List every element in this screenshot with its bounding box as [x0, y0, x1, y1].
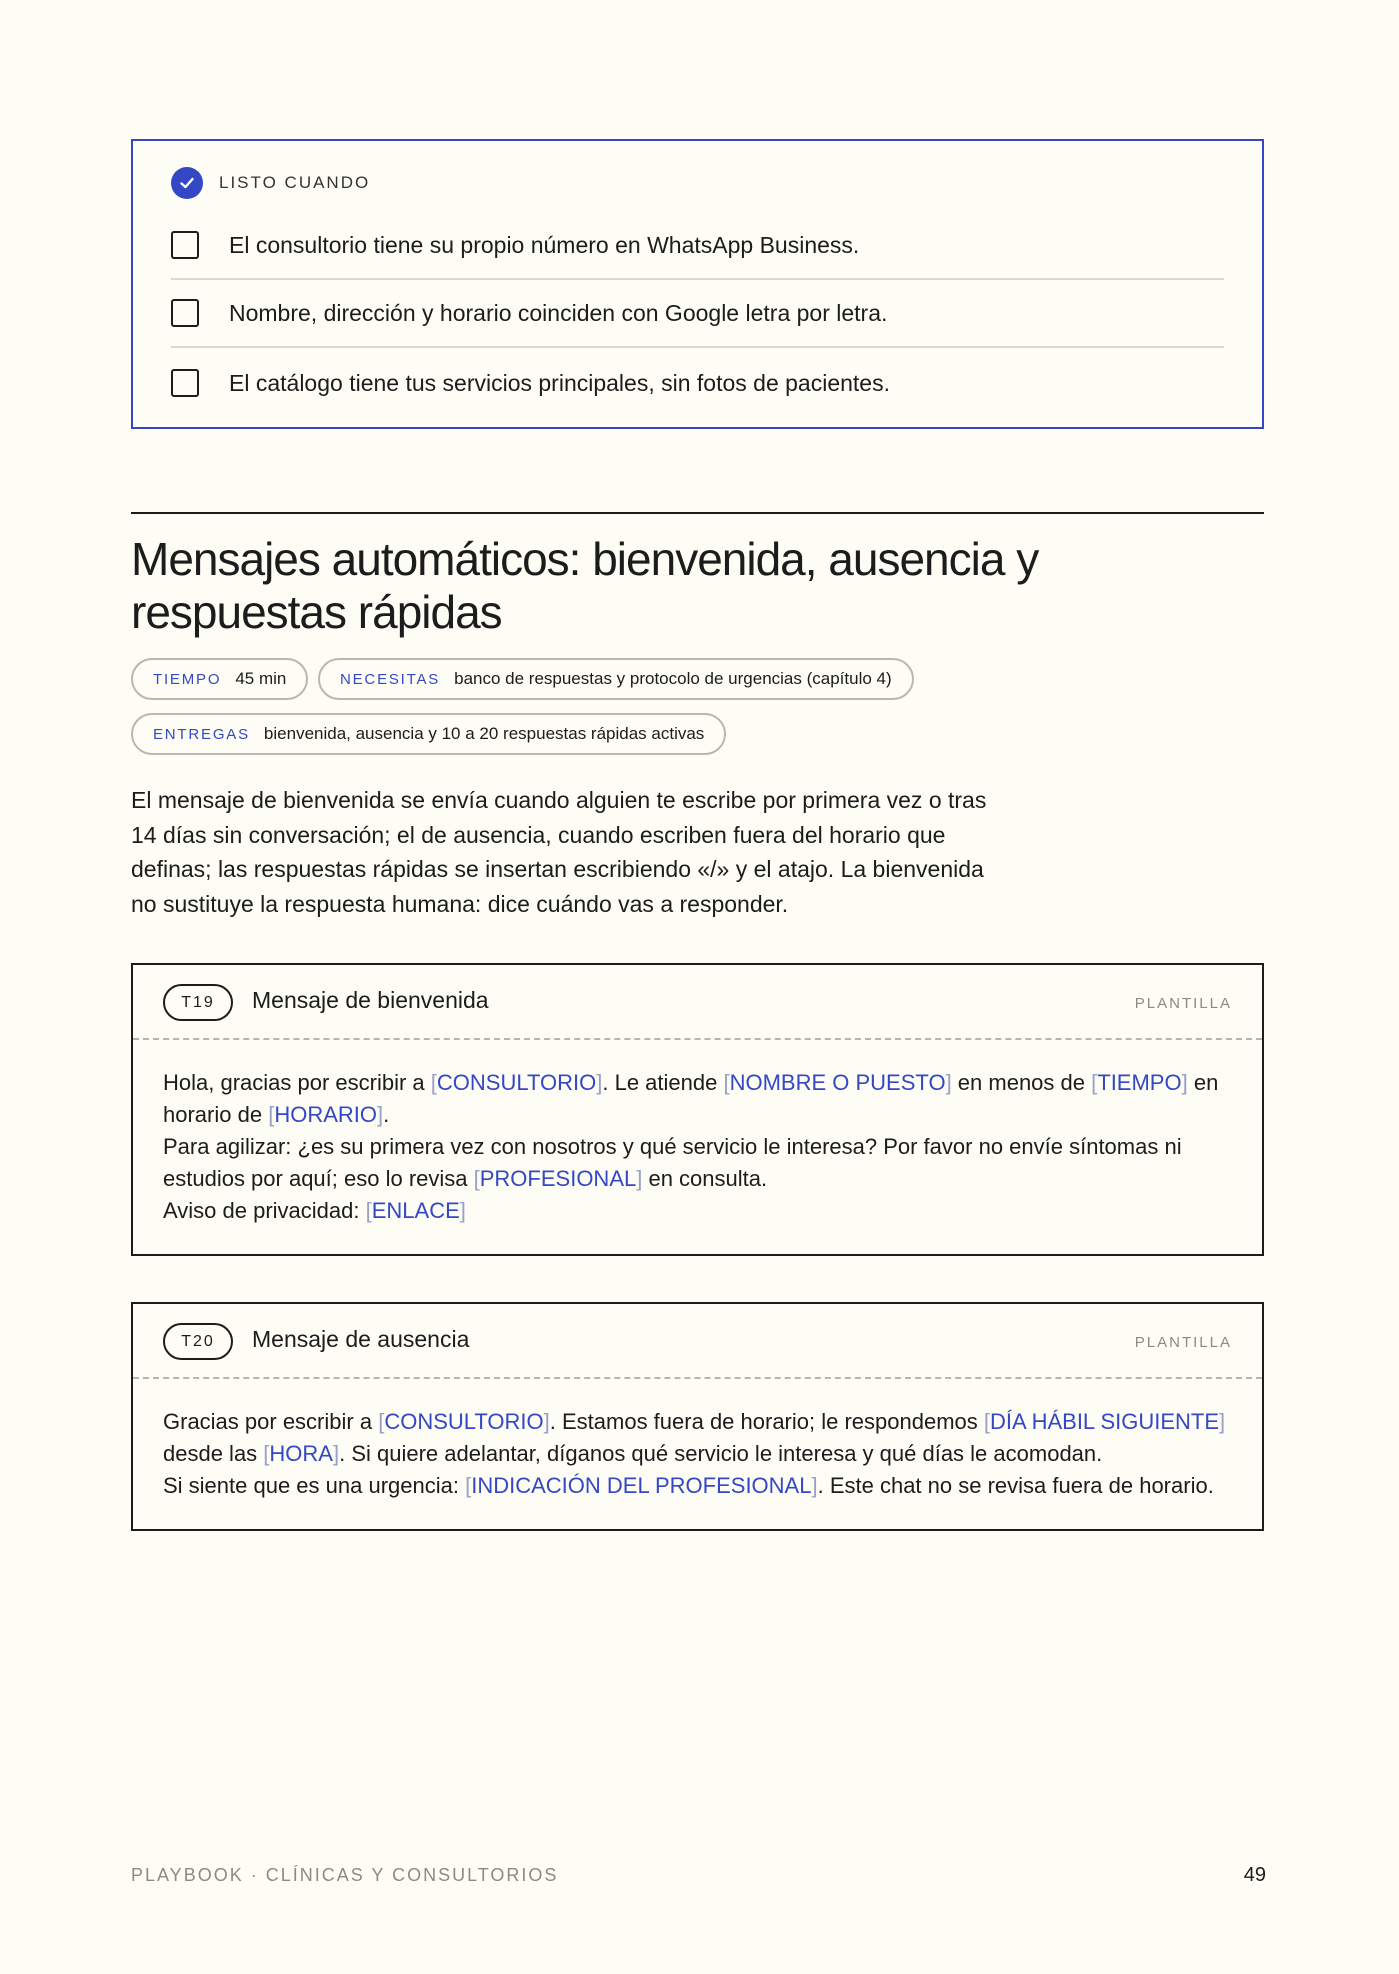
template-line: Gracias por escribir a [CONSULTORIO]. Estamos fuera de horario; le respondemos [DÍA HÁBIL SIGUIENTE] desde las [HORA]. Si quiere adelantar, díganos qué servicio le interesa y qué días le acomodan. [163, 1409, 1226, 1466]
template-title: Mensaje de bienvenida [252, 987, 489, 1013]
footer-label: PLAYBOOK · CLÍNICAS Y CONSULTORIOS [131, 1865, 559, 1885]
placeholder-token: [INDICACIÓN DEL PROFESIONAL] [465, 1473, 818, 1498]
checklist-header [171, 167, 370, 199]
checklist-item[interactable] [171, 349, 1224, 417]
meta-key: TIEMPO [153, 670, 222, 688]
template-card-welcome [131, 963, 1264, 1256]
template-body [133, 1379, 1262, 1502]
template-code-badge: T20 [163, 1323, 233, 1360]
template-tag: PLANTILLA [1134, 1334, 1232, 1351]
checkmark-icon [171, 167, 203, 199]
template-line: Para agilizar: ¿es su primera vez con nosotros y qué servicio le interesa? Por favor no envíe síntomas ni estudios por aquí; eso lo revisa [PROFESIONAL] en consulta. [163, 1134, 1182, 1191]
placeholder-token: [HORA] [263, 1441, 340, 1466]
template-tag: PLANTILLA [1134, 995, 1232, 1012]
template-line: Hola, gracias por escribir a [CONSULTORIO]. Le atiende [NOMBRE O PUESTO] en menos de [TIEMPO] en horario de [HORARIO]. [163, 1070, 1219, 1127]
placeholder-token: [TIEMPO] [1091, 1070, 1188, 1095]
checklist-item-text: El consultorio tiene su propio número en WhatsApp Business. [229, 231, 860, 258]
checklist-heading: LISTO CUANDO [219, 173, 371, 192]
template-header [133, 965, 1262, 1040]
checklist-item[interactable] [171, 212, 1224, 280]
section-paragraph: El mensaje de bienvenida se envía cuando alguien te escribe por primera vez o tras 14 días sin conversación; el de ausencia, cuando escriben fuera del horario que definas; las respuestas rápidas se insertan escribiendo «/» y el atajo. La bienvenida no sustituye la respuesta humana: dice cuándo vas a responder. [131, 787, 987, 917]
checkbox[interactable] [171, 299, 199, 327]
done-when-checklist [131, 139, 1264, 429]
placeholder-token: [CONSULTORIO] [430, 1070, 603, 1095]
placeholder-token: [NOMBRE O PUESTO] [723, 1070, 952, 1095]
checklist-item-text: El catálogo tiene tus servicios principales, sin fotos de pacientes. [229, 369, 890, 396]
template-body [133, 1040, 1262, 1227]
meta-pill-deliverables [131, 713, 726, 755]
template-title: Mensaje de ausencia [252, 1326, 470, 1352]
template-card-away [131, 1302, 1264, 1531]
checkbox[interactable] [171, 369, 199, 397]
placeholder-token: [ENLACE] [365, 1198, 466, 1223]
placeholder-token: [DÍA HÁBIL SIGUIENTE] [983, 1409, 1226, 1434]
template-line: Si siente que es una urgencia: [INDICACIÓN DEL PROFESIONAL]. Este chat no se revisa fuera de horario. [163, 1473, 1214, 1498]
checkbox[interactable] [171, 231, 199, 259]
meta-pill-needs [318, 658, 914, 700]
meta-pill-time [131, 658, 308, 700]
page-number: 49 [1243, 1864, 1266, 1886]
meta-value: 45 min [235, 669, 287, 688]
template-line: Aviso de privacidad: [ENLACE] [163, 1198, 466, 1223]
meta-key: ENTREGAS [153, 725, 250, 743]
placeholder-token: [PROFESIONAL] [473, 1166, 643, 1191]
checklist-item-text: Nombre, dirección y horario coinciden con Google letra por letra. [229, 299, 888, 326]
template-header [133, 1304, 1262, 1379]
section-title: Mensajes automáticos: bienvenida, ausencia y respuestas rápidas [131, 533, 1039, 638]
placeholder-token: [CONSULTORIO] [378, 1409, 550, 1434]
meta-value: banco de respuestas y protocolo de urgencias (capítulo 4) [454, 669, 892, 688]
section-divider [131, 512, 1264, 514]
meta-value: bienvenida, ausencia y 10 a 20 respuestas rápidas activas [263, 724, 705, 743]
checklist-item[interactable] [171, 280, 1224, 348]
placeholder-token: [HORARIO] [268, 1102, 384, 1127]
meta-key: NECESITAS [340, 670, 441, 688]
template-code-badge: T19 [163, 984, 233, 1021]
